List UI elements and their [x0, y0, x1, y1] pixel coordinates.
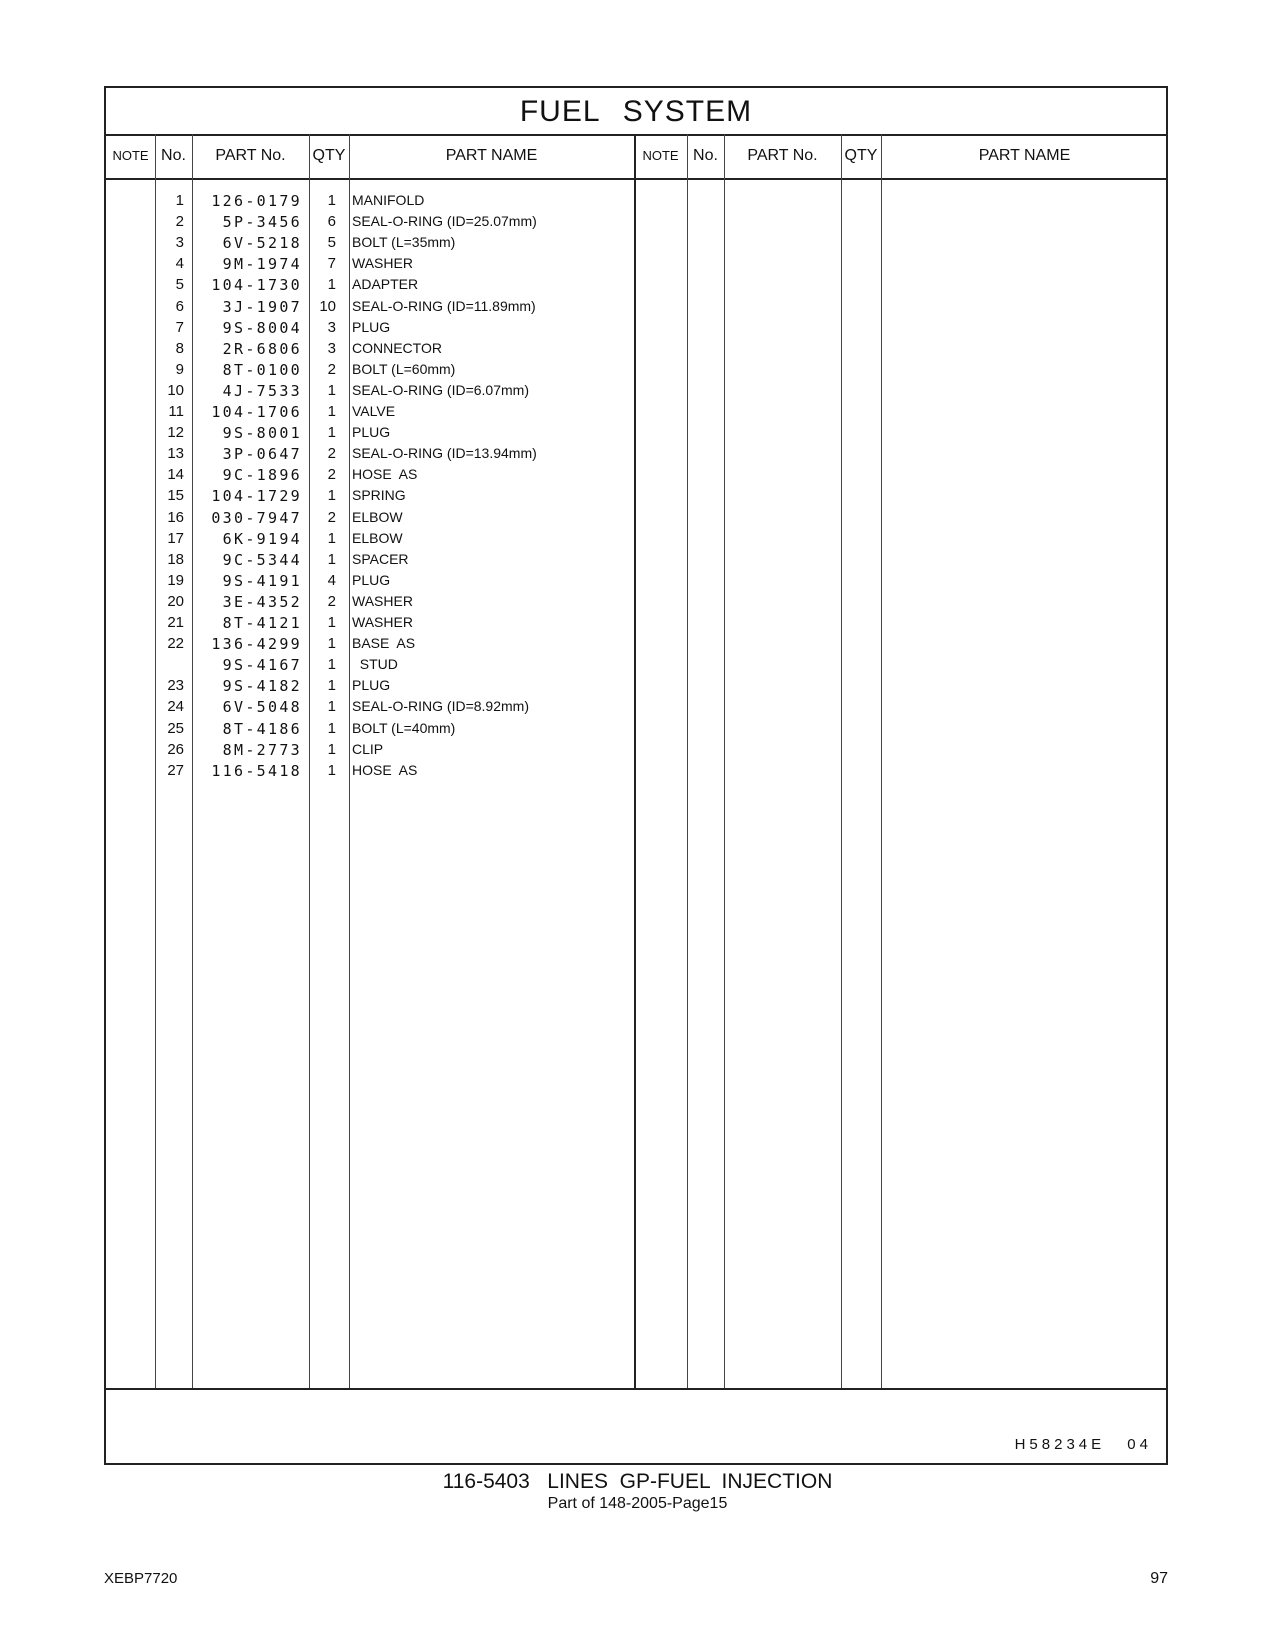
item-number: 17	[167, 529, 184, 547]
table-row	[106, 593, 1166, 615]
table-row	[106, 572, 1166, 594]
item-number: 27	[167, 761, 184, 779]
part-name: HOSE AS	[352, 761, 418, 778]
quantity: 4	[327, 571, 336, 589]
part-number: 3E-4352	[222, 592, 302, 611]
header-no-left: No.	[161, 147, 186, 164]
table-row	[106, 298, 1166, 320]
item-number: 24	[167, 698, 184, 716]
table-row	[106, 677, 1166, 699]
table-row	[106, 192, 1166, 214]
item-number: 21	[167, 614, 184, 631]
table-header	[106, 134, 1166, 180]
part-name: BOLT (L=60mm)	[352, 360, 456, 377]
table-row	[106, 466, 1166, 488]
part-name: WASHER	[352, 592, 413, 609]
part-number: 104-1706	[211, 403, 302, 421]
item-number: 15	[167, 487, 184, 505]
quantity: 10	[319, 297, 336, 315]
quantity: 1	[327, 677, 336, 695]
part-name: HOSE AS	[352, 466, 418, 483]
item-number: 12	[167, 424, 184, 442]
item-number: 1	[175, 192, 184, 209]
part-name: ELBOW	[352, 529, 403, 546]
table-row	[106, 445, 1166, 467]
item-number: 4	[175, 255, 184, 273]
item-number: 14	[167, 466, 184, 484]
part-number: 136-4299	[211, 635, 302, 654]
header-part-no-right: PART No.	[747, 147, 818, 164]
table-row	[106, 635, 1166, 657]
quantity: 2	[327, 360, 336, 378]
quantity: 1	[327, 276, 336, 294]
quantity: 1	[327, 381, 336, 399]
item-number: 18	[167, 550, 184, 568]
table-row	[106, 424, 1166, 446]
item-number: 22	[167, 635, 184, 653]
part-number: 116-5418	[211, 761, 302, 780]
part-number: 8T-4121	[222, 614, 302, 632]
assembly-title: 116-5403 LINES GP-FUEL INJECTION	[442, 1470, 833, 1493]
part-number: 4J-7533	[222, 381, 302, 400]
part-number: 9C-1896	[222, 466, 302, 485]
page-number: 97	[1150, 1570, 1168, 1587]
quantity: 7	[327, 255, 336, 273]
assembly-reference: Part of 148-2005-Page15	[547, 1495, 728, 1512]
part-name: ADAPTER	[352, 276, 419, 293]
header-part-name-right: PART NAME	[978, 147, 1071, 164]
table-row	[106, 656, 1166, 678]
part-number: 6V-5048	[222, 698, 302, 717]
item-number: 9	[175, 360, 184, 378]
part-name: SEAL-O-RING (ID=11.89mm)	[352, 297, 536, 314]
quantity: 1	[327, 487, 336, 505]
table-row	[106, 213, 1166, 235]
quantity: 6	[327, 213, 336, 231]
parts-table-frame	[104, 86, 1168, 1465]
part-name: MANIFOLD	[352, 192, 425, 208]
part-number: 104-1730	[211, 276, 302, 295]
part-name: PLUG	[352, 571, 391, 588]
item-number: 11	[168, 403, 184, 420]
quantity: 1	[327, 614, 336, 631]
table-row	[106, 234, 1166, 256]
quantity: 1	[327, 635, 336, 653]
quantity: 2	[327, 508, 336, 526]
quantity: 1	[327, 403, 336, 420]
table-row	[106, 403, 1166, 425]
table-row	[106, 509, 1166, 531]
item-number: 13	[167, 445, 184, 463]
item-number: 2	[175, 213, 184, 231]
section-title: FUEL SYSTEM	[106, 88, 1166, 136]
part-number: 8T-4186	[222, 719, 302, 738]
quantity: 1	[327, 550, 336, 568]
part-name: SPRING	[352, 487, 406, 504]
footer-divider	[106, 1388, 1166, 1390]
header-qty-right: QTY	[844, 147, 878, 164]
illustration-code: H58234E 04	[1014, 1436, 1152, 1453]
part-name: PLUG	[352, 424, 391, 441]
table-row	[106, 720, 1166, 742]
part-number: 2R-6806	[222, 339, 302, 358]
part-number: 8T-0100	[222, 360, 302, 379]
part-name: BOLT (L=35mm)	[352, 234, 456, 251]
table-row	[106, 741, 1166, 763]
quantity: 1	[327, 740, 336, 758]
document-id: XEBP7720	[104, 1570, 178, 1587]
quantity: 3	[327, 318, 336, 336]
item-number: 6	[175, 297, 184, 315]
part-name: BOLT (L=40mm)	[352, 719, 456, 736]
table-row	[106, 551, 1166, 573]
item-number: 3	[175, 234, 184, 252]
quantity: 2	[327, 592, 336, 610]
part-number: 6V-5218	[222, 234, 302, 253]
part-name: CLIP	[352, 740, 384, 757]
part-name: WASHER	[352, 255, 413, 272]
table-row	[106, 762, 1166, 784]
part-number: 3P-0647	[222, 445, 302, 464]
header-qty-left: QTY	[312, 147, 346, 164]
part-number: 9S-8004	[222, 318, 302, 337]
item-number: 7	[175, 318, 184, 336]
table-row	[106, 255, 1166, 277]
table-row	[106, 487, 1166, 509]
item-number: 10	[167, 381, 184, 399]
part-number: 9M-1974	[222, 255, 302, 274]
quantity: 1	[327, 719, 336, 737]
part-number: 030-7947	[211, 508, 302, 527]
part-name: SEAL-O-RING (ID=8.92mm)	[352, 698, 529, 715]
item-number: 20	[167, 592, 184, 610]
item-number: 16	[167, 508, 184, 526]
header-no-right: No.	[693, 147, 718, 164]
header-note-left: NOTE	[112, 148, 149, 163]
header-part-name-left: PART NAME	[445, 147, 538, 164]
part-number: 9S-8001	[222, 424, 302, 443]
quantity: 5	[327, 234, 336, 252]
part-name: PLUG	[352, 318, 391, 335]
part-number: 9S-4167	[222, 656, 302, 675]
part-number: 6K-9194	[222, 529, 302, 548]
part-number: 3J-1907	[222, 297, 302, 316]
part-number: 8M-2773	[222, 740, 302, 759]
table-row	[106, 340, 1166, 362]
part-name: SEAL-O-RING (ID=25.07mm)	[352, 213, 537, 230]
table-row	[106, 614, 1166, 636]
part-name: STUD	[352, 656, 398, 673]
item-number: 19	[167, 571, 184, 589]
table-row	[106, 530, 1166, 552]
quantity: 1	[327, 424, 336, 442]
quantity: 1	[327, 192, 336, 209]
table-row	[106, 319, 1166, 341]
quantity: 1	[327, 761, 336, 779]
table-row	[106, 382, 1166, 404]
item-number: 8	[175, 339, 184, 357]
item-number: 5	[175, 276, 184, 294]
part-number: 9S-4191	[222, 571, 302, 590]
part-name: SPACER	[352, 550, 409, 567]
item-number: 26	[167, 740, 184, 758]
part-name: SEAL-O-RING (ID=6.07mm)	[352, 381, 529, 398]
part-name: CONNECTOR	[352, 339, 442, 356]
header-note-right: NOTE	[642, 148, 679, 163]
part-number: 126-0179	[211, 192, 302, 210]
part-name: VALVE	[352, 403, 396, 419]
part-name: SEAL-O-RING (ID=13.94mm)	[352, 445, 537, 462]
quantity: 1	[327, 698, 336, 716]
part-name: PLUG	[352, 677, 391, 694]
quantity: 3	[327, 339, 336, 357]
part-number: 5P-3456	[222, 213, 302, 232]
part-name: WASHER	[352, 614, 413, 630]
quantity: 2	[327, 445, 336, 463]
item-number: 25	[167, 719, 184, 737]
part-name: ELBOW	[352, 508, 403, 525]
header-part-no-left: PART No.	[215, 147, 286, 164]
table-row	[106, 276, 1166, 298]
part-number: 104-1729	[211, 487, 302, 506]
quantity: 1	[327, 529, 336, 547]
quantity: 1	[327, 656, 336, 674]
table-row	[106, 698, 1166, 720]
part-name: BASE AS	[352, 635, 416, 652]
part-number: 9S-4182	[222, 677, 302, 696]
quantity: 2	[327, 466, 336, 484]
table-row	[106, 361, 1166, 383]
item-number: 23	[167, 677, 184, 695]
part-number: 9C-5344	[222, 550, 302, 569]
